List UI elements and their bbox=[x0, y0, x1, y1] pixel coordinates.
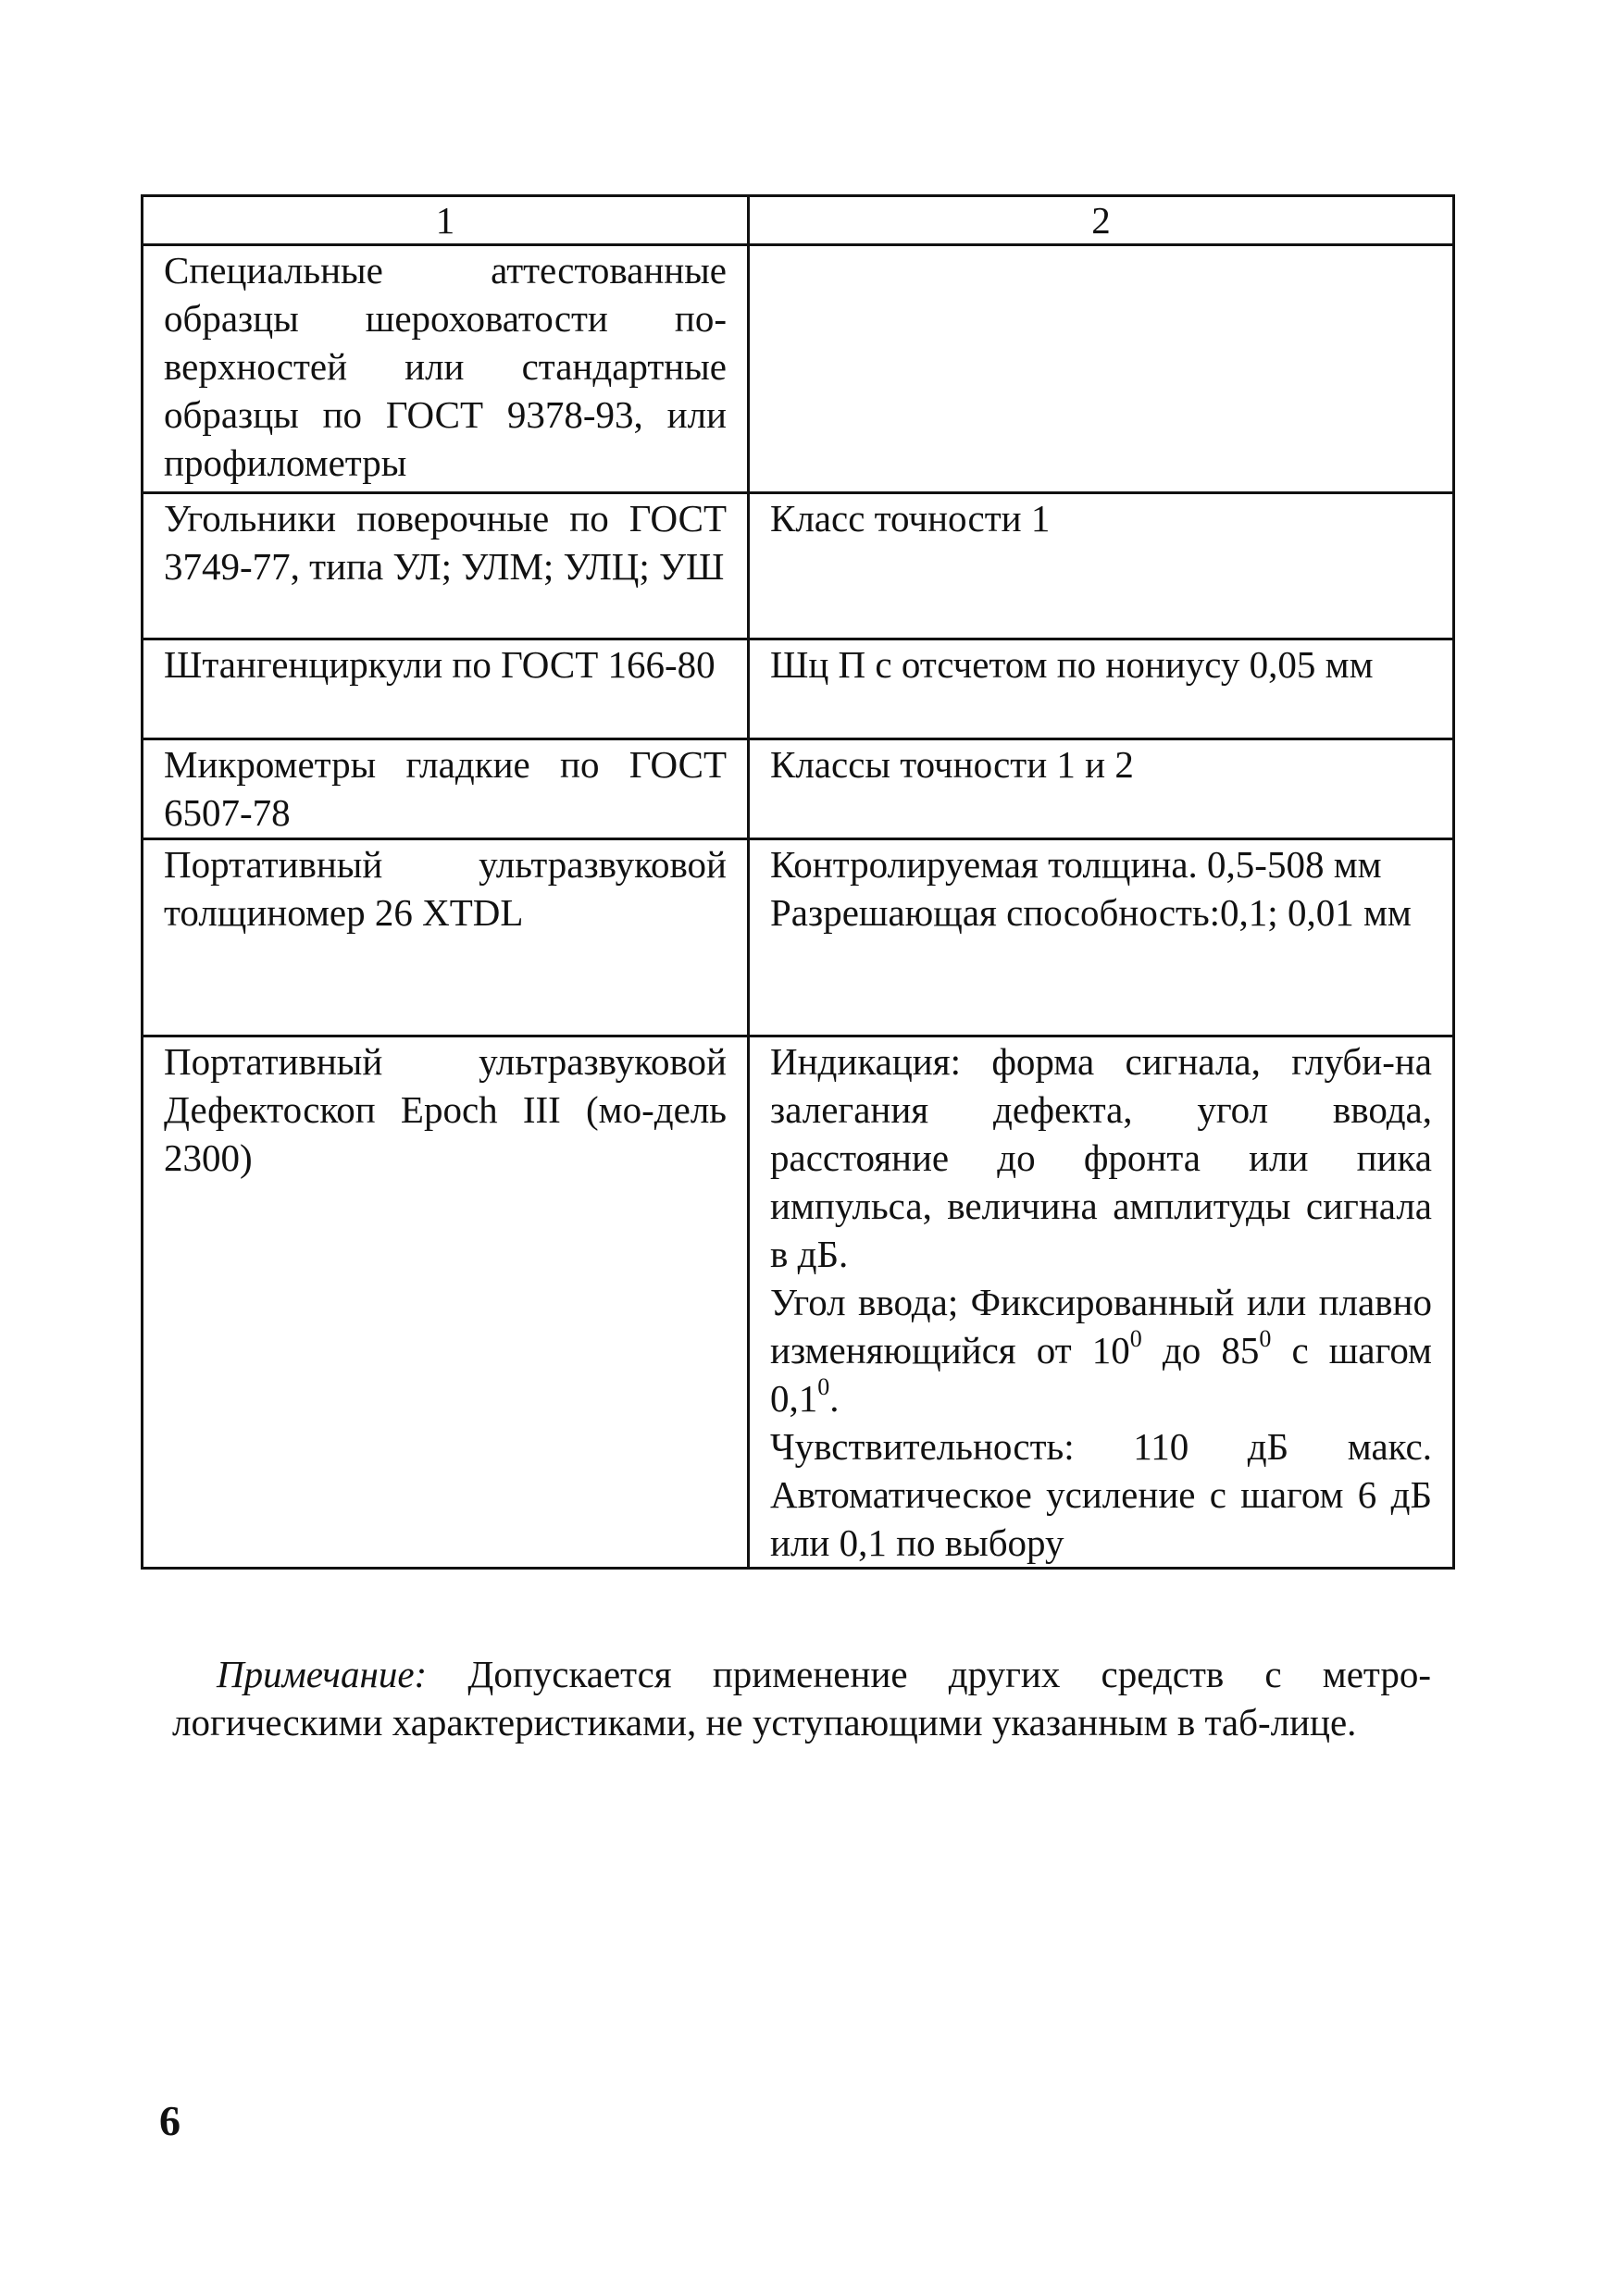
table-row bbox=[143, 245, 1454, 493]
instruments-table bbox=[141, 194, 1455, 1570]
instrument-name: Специальные аттестованные образцы шероховатости по-верхностей или стандартные образцы по ГОСТ 9378-93, или профилометры bbox=[164, 249, 727, 484]
characteristics-cell bbox=[749, 493, 1454, 639]
characteristics-cell bbox=[749, 639, 1454, 739]
table-row bbox=[143, 739, 1454, 839]
angle-text-part: . bbox=[829, 1377, 840, 1420]
note-label: Примечание: bbox=[217, 1653, 428, 1695]
instrument-name: Угольники поверочные по ГОСТ 3749-77, типа УЛ; УЛМ; УЛЦ; УШ bbox=[164, 497, 727, 588]
characteristic-text: Классы точности 1 и 2 bbox=[770, 743, 1134, 786]
angle-text-part: до 85 bbox=[1141, 1329, 1260, 1371]
characteristics-cell bbox=[749, 739, 1454, 839]
instrument-cell bbox=[143, 493, 749, 639]
characteristic-text: Чувствительность: 110 дБ макс. Автоматическое усиление с шагом 6 дБ или 0,1 по выбору bbox=[770, 1425, 1432, 1564]
characteristic-text: Разрешающая способность:0,1; 0,01 мм bbox=[770, 891, 1412, 934]
instrument-name: Штангенциркули по ГОСТ 166-80 bbox=[164, 643, 716, 686]
characteristics-cell bbox=[749, 1036, 1454, 1569]
instrument-name: Портативный ультразвуковой Дефектоскоп Epoch III (мо-дель 2300) bbox=[164, 1040, 727, 1179]
degree-superscript: 0 bbox=[817, 1373, 830, 1400]
angle-text-part: с шагом 0,1 bbox=[770, 1329, 1432, 1420]
characteristics-cell bbox=[749, 245, 1454, 493]
table-row bbox=[143, 639, 1454, 739]
instrument-name: Микрометры гладкие по ГОСТ 6507-78 bbox=[164, 743, 727, 834]
table-row bbox=[143, 1036, 1454, 1569]
instrument-cell bbox=[143, 739, 749, 839]
table-row bbox=[143, 839, 1454, 1036]
table-note bbox=[172, 1650, 1431, 1746]
angle-text-part: Угол ввода; Фиксированный или плавно изменяющийся от 10 bbox=[770, 1281, 1432, 1371]
characteristic-text-angle bbox=[770, 1278, 1432, 1422]
table-header-row bbox=[143, 196, 1454, 245]
characteristic-text: Шц П с отсчетом по нониусу 0,05 мм bbox=[770, 643, 1374, 686]
characteristic-text: Индикация: форма сигнала, глуби-на залегания дефекта, угол ввода, расстояние до фронта или пика импульса, величина амплитуды сигнала в дБ. bbox=[770, 1040, 1432, 1275]
page-number: 6 bbox=[159, 2097, 180, 2144]
column-header-1: 1 bbox=[143, 196, 749, 245]
instrument-cell bbox=[143, 839, 749, 1036]
table-row bbox=[143, 493, 1454, 639]
characteristic-text: Класс точности 1 bbox=[770, 497, 1051, 540]
characteristics-cell bbox=[749, 839, 1454, 1036]
characteristic-text: Контролируемая толщина. 0,5-508 мм bbox=[770, 843, 1382, 886]
degree-superscript: 0 bbox=[1259, 1325, 1272, 1352]
instrument-cell bbox=[143, 1036, 749, 1569]
degree-superscript: 0 bbox=[1129, 1325, 1142, 1352]
instrument-cell bbox=[143, 245, 749, 493]
instrument-cell bbox=[143, 639, 749, 739]
note-text: Допускается применение других средств с метро-логическими характеристиками, не уступающими указанным в таб-лице. bbox=[172, 1653, 1431, 1744]
instrument-name: Портативный ультразвуковой толщиномер 26 XTDL bbox=[164, 843, 727, 934]
column-header-2: 2 bbox=[749, 196, 1454, 245]
